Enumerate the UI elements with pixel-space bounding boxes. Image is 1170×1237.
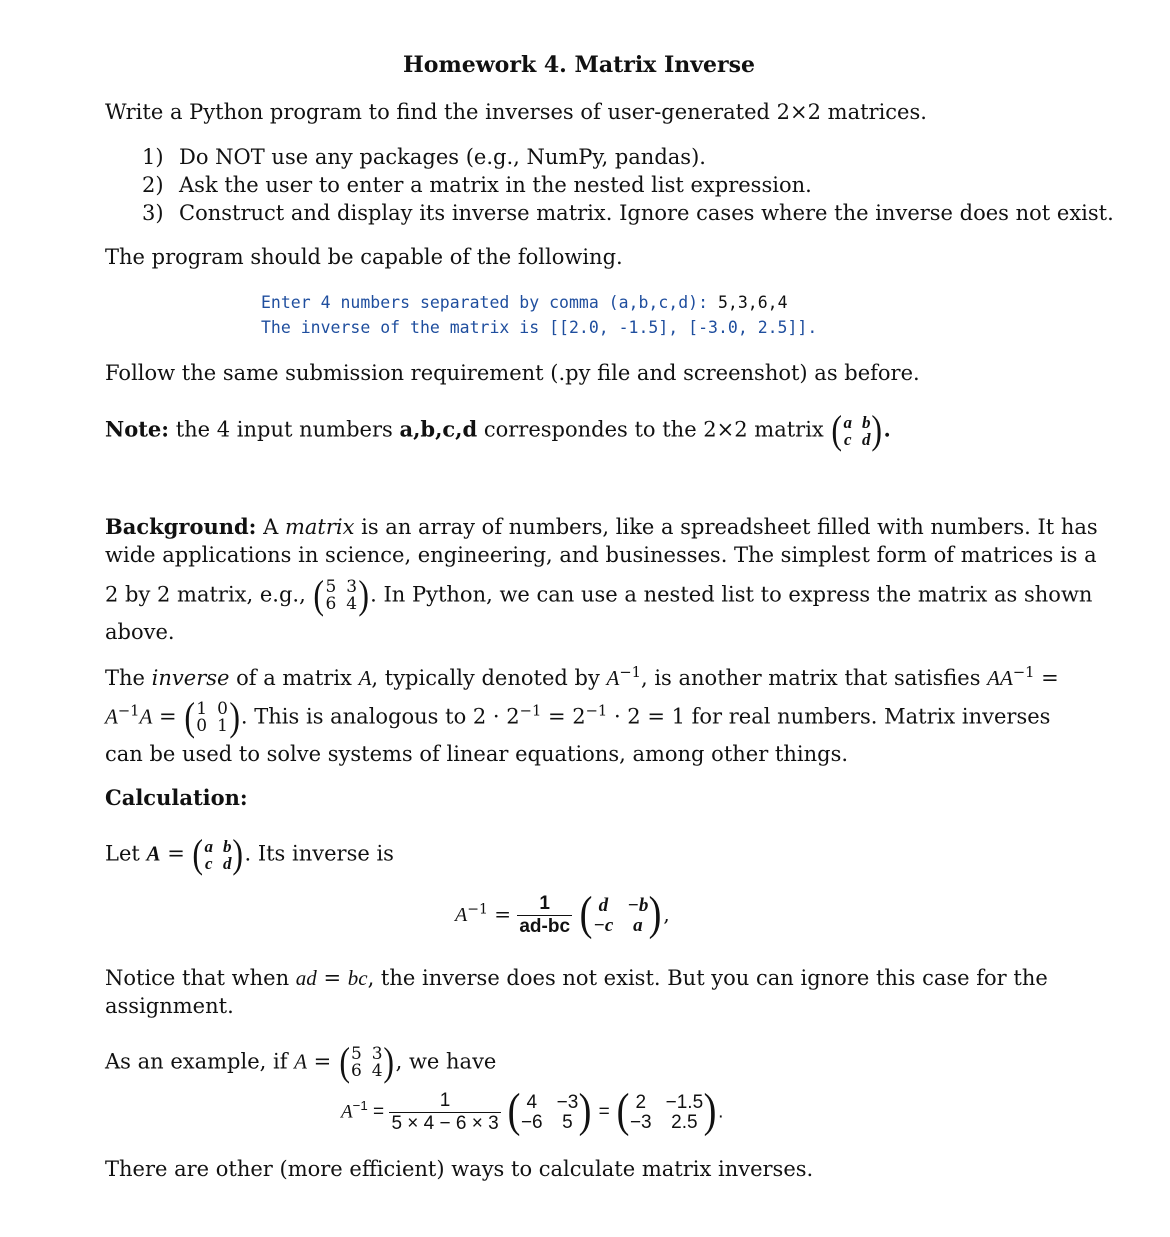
inverse-term: inverse bbox=[151, 666, 230, 690]
background-line-3: 2 by 2 matrix, e.g., ( ) 5 3 6 4 . In Python, we can use a nested list to express the matrix as shown bbox=[105, 572, 1093, 617]
matrix-term: matrix bbox=[284, 515, 355, 539]
background-line-1: Background: A matrix is an array of numbers, like a spreadsheet filled with numbers. It has bbox=[105, 514, 1098, 539]
note-matrix: ( ) a b c d bbox=[831, 407, 883, 452]
inverse-line-3: can be used to solve systems of linear equations, among other things. bbox=[105, 742, 849, 766]
formula-fraction: $\frac{1}{ad-bc}$ bbox=[519, 893, 571, 937]
requirement-text: Construct and display its inverse matrix. Ignore cases where the inverse does not exist. bbox=[179, 201, 1114, 225]
notice-line-2: assignment. bbox=[105, 994, 234, 1018]
notice-line-1: Notice that when ad = bc, the inverse does not exist. But you can ignore this case for the bbox=[105, 966, 1048, 990]
note-end: . bbox=[883, 416, 891, 442]
follow-text: Follow the same submission requirement (.py file and screenshot) as before. bbox=[105, 361, 920, 385]
calculation-heading: Calculation: bbox=[105, 785, 248, 810]
background-line-2: wide applications in science, engineering, and businesses. The simplest form of matrices is a bbox=[105, 543, 1097, 567]
background-line-4: above. bbox=[105, 620, 175, 644]
calc-matrix: ( ) a b c d bbox=[192, 831, 244, 876]
intro-text: Write a Python program to find the inverses of user-generated 2×2 matrices. bbox=[105, 100, 927, 124]
inverse-line-1: The inverse of a matrix A, typically denoted by $A^{-1}$, is another matrix that satisfies $AA^{-1}$ = bbox=[105, 664, 1059, 690]
console-line-1 bbox=[261, 293, 788, 312]
note-vars: a,b,c,d bbox=[399, 416, 478, 442]
capable-text: The program should be capable of the following. bbox=[105, 245, 623, 269]
example-result-matrix: ( ) 2 −1.5 −3 2.5 bbox=[616, 1083, 717, 1137]
requirement-number: 3) bbox=[142, 201, 164, 225]
note-text-2: correspondes to the 2×2 matrix bbox=[483, 417, 824, 442]
background-label: Background: bbox=[105, 514, 257, 539]
example-matrix-inline: ( ) 5 3 6 4 bbox=[313, 572, 369, 617]
page-title: Homework 4. Matrix Inverse bbox=[403, 52, 755, 78]
identity-matrix: ( ) 1 0 0 1 bbox=[184, 694, 240, 739]
console-input: 5,3,6,4 bbox=[717, 293, 788, 312]
calc-let-line: Let A = ( ) a b c d . Its inverse is bbox=[105, 831, 394, 876]
requirement-1 bbox=[142, 143, 706, 171]
inverse-formula: $A^{-1}$ = $\frac{1}{ad-bc}$ ( ) d −b −c a , bbox=[455, 886, 670, 940]
requirement-number: 1) bbox=[142, 145, 164, 169]
requirement-text: Ask the user to enter a matrix in the nested list expression. bbox=[179, 173, 812, 197]
example-matrix: ( ) 5 3 6 4 bbox=[339, 1039, 395, 1084]
requirement-2 bbox=[142, 171, 812, 199]
requirement-3 bbox=[142, 199, 1114, 227]
inverse-line-2: $A^{-1}A$ = ( ) 1 0 0 1 . This is analogous to $2 \cdot 2^{-1} = 2^{-1} \cdot 2 = 1$ for real numbers. Matrix inverses bbox=[105, 694, 1051, 739]
console-line-2: The inverse of the matrix is [[2.0, -1.5], [-3.0, 2.5]]. bbox=[261, 318, 818, 337]
note-label: Note: bbox=[105, 416, 170, 442]
example-line: As an example, if A = ( ) 5 3 6 4 , we have bbox=[105, 1039, 497, 1084]
example-formula: $A^{-1}$ = $\frac{1}{5 \times 4 - 6 \times 3}$ ( ) 4 −3 −6 5 = ( ) 2 −1.5 −3 2.5 . bbox=[341, 1083, 724, 1137]
note-text-1: the 4 input numbers bbox=[175, 417, 393, 442]
console-prompt: Enter 4 numbers separated by comma (a,b,c,d): bbox=[261, 293, 718, 312]
requirement-text: Do NOT use any packages (e.g., NumPy, pandas). bbox=[179, 145, 706, 169]
closing-text: There are other (more efficient) ways to calculate matrix inverses. bbox=[105, 1157, 814, 1181]
formula-matrix: ( ) d −b −c a bbox=[579, 886, 662, 940]
note-line bbox=[105, 407, 891, 452]
example-fraction: $\frac{1}{5 \times 4 - 6 \times 3}$ bbox=[391, 1090, 499, 1134]
example-adjugate-matrix: ( ) 4 −3 −6 5 bbox=[507, 1083, 592, 1137]
requirement-number: 2) bbox=[142, 173, 164, 197]
